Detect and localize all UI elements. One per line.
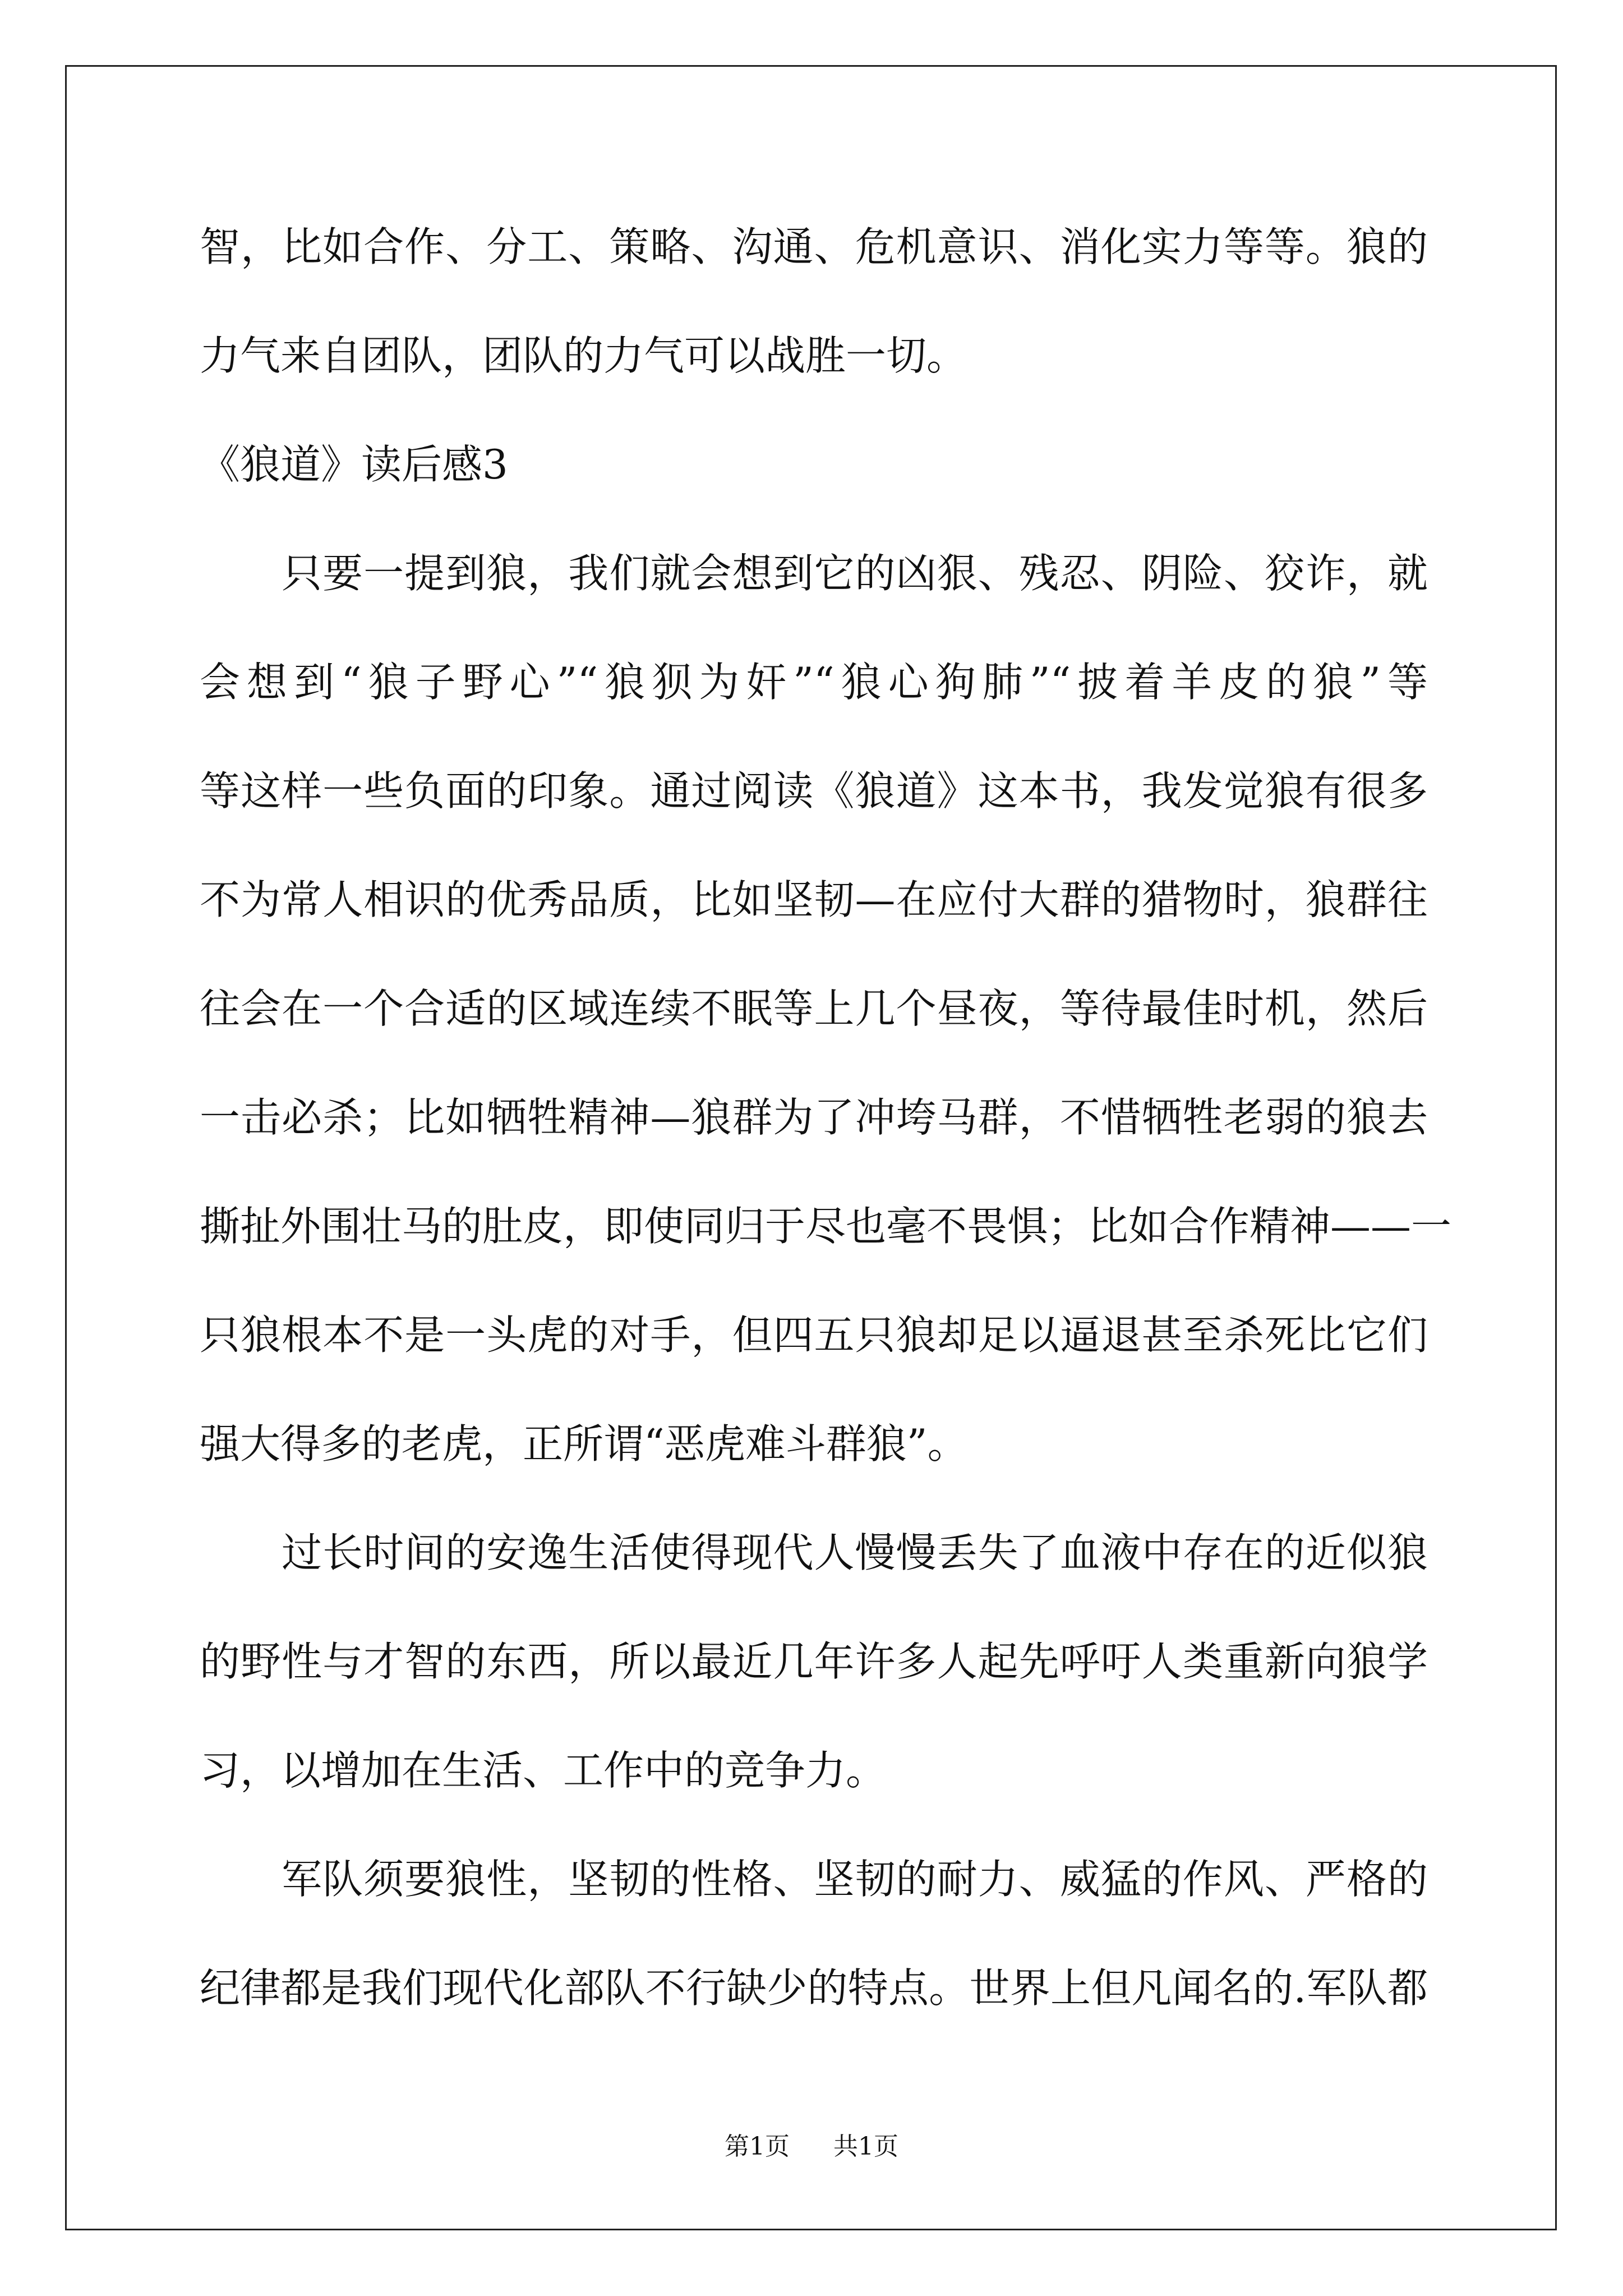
text-line: 习，以增加在生活、工作中的竞争力。 xyxy=(200,1747,887,1794)
text-line: 往会在一个合适的区域连续不眠等上几个昼夜，等待最佳时机，然后 xyxy=(200,985,1428,1032)
text-line: 的野性与才智的东西，所以最近几年许多人起先呼吁人类重新向狼学 xyxy=(200,1638,1428,1685)
text-line: 只要一提到狼，我们就会想到它的凶狠、残忍、阴险、狡诈，就 xyxy=(200,550,1428,597)
text-line: 过长时间的安逸生活使得现代人慢慢丢失了血液中存在的近似狼 xyxy=(200,1529,1428,1576)
text-line: 撕扯外围壮马的肚皮，即使同归于尽也毫不畏惧；比如合作精神——一 xyxy=(200,1203,1452,1250)
text-line: 等这样一些负面的印象。通过阅读《狼道》这本书，我发觉狼有很多 xyxy=(200,767,1428,815)
text-line: 强大得多的老虎，正所谓“恶虎难斗群狼”。 xyxy=(200,1420,968,1467)
section-heading: 《狼道》读后感3 xyxy=(200,441,508,488)
page-number-current: 第1页 xyxy=(725,2132,790,2161)
text-line: 纪律都是我们现代化部队不行缺少的特点。世界上但凡闻名的.军队都 xyxy=(200,1964,1428,2012)
text-line: 军队须要狼性，坚韧的性格、坚韧的耐力、威猛的作风、严格的 xyxy=(200,1856,1428,1903)
text-line: 一击必杀；比如牺牲精神—狼群为了冲垮马群，不惜牺牲老弱的狼去 xyxy=(200,1094,1428,1141)
document-body xyxy=(200,216,1452,2066)
text-line: 会想到“狼子野心”“狼狈为奸”“狼心狗肺”“披着羊皮的狼”等 xyxy=(200,659,1428,706)
text-line: 只狼根本不是一头虎的对手，但四五只狼却足以逼退甚至杀死比它们 xyxy=(200,1312,1428,1359)
text-line: 不为常人相识的优秀品质，比如坚韧—在应付大群的猎物时，狼群往 xyxy=(200,876,1428,923)
text-line: 智，比如合作、分工、策略、沟通、危机意识、消化实力等等。狼的 xyxy=(200,223,1428,270)
text-line: 力气来自团队，团队的力气可以战胜一切。 xyxy=(200,332,967,379)
page-footer xyxy=(0,2126,1623,2162)
page-number-total: 共1页 xyxy=(833,2132,898,2161)
